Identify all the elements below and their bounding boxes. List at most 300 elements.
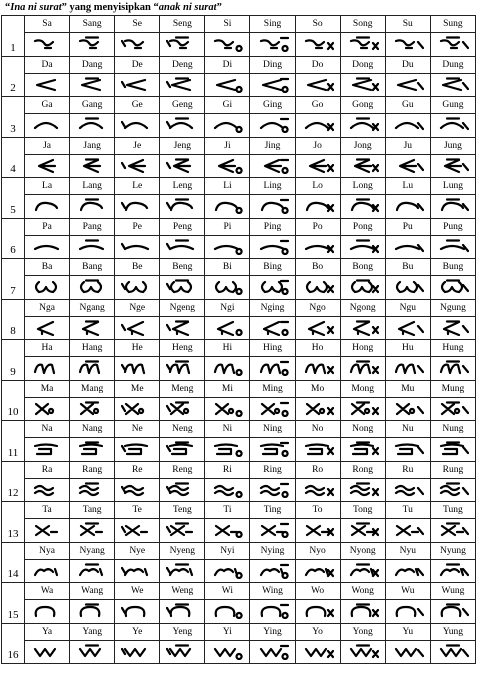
glyph-cell: [385, 519, 430, 543]
syllable-label: Je: [115, 137, 160, 154]
batak-glyph-icon: [166, 563, 198, 579]
glyph-row: [2, 600, 476, 624]
glyph-cell: [70, 559, 115, 583]
batak-glyph-icon: [437, 603, 469, 619]
batak-glyph-icon: [76, 117, 108, 133]
batak-glyph-icon: [121, 198, 153, 214]
syllable-label: Tong: [340, 502, 385, 519]
syllable-label: Nya: [25, 542, 70, 559]
syllable-label: Mang: [70, 380, 115, 397]
batak-glyph-icon: [121, 239, 153, 255]
batak-glyph-icon: [392, 279, 424, 295]
row-number-top: [2, 583, 25, 600]
batak-glyph-icon: [437, 644, 469, 660]
syllable-label: Ha: [25, 340, 70, 357]
syllable-label: Hing: [250, 340, 295, 357]
glyph-cell: [25, 438, 70, 462]
batak-glyph-icon: [76, 77, 108, 93]
syllable-label-row: [2, 502, 476, 519]
row-number-top: [2, 380, 25, 397]
glyph-row: [2, 235, 476, 259]
row-number: 4: [2, 154, 25, 178]
title-anak-ni-surat: anak ni surat: [158, 2, 217, 13]
glyph-cell: [295, 73, 340, 97]
glyph-row: [2, 276, 476, 300]
batak-glyph-icon: [302, 482, 334, 498]
batak-glyph-icon: [31, 158, 63, 174]
glyph-cell: [160, 235, 205, 259]
batak-glyph-icon: [347, 320, 379, 336]
glyph-cell: [430, 195, 475, 219]
glyph-cell: [430, 276, 475, 300]
glyph-cell: [70, 640, 115, 664]
batak-glyph-icon: [166, 279, 198, 295]
batak-glyph-icon: [211, 77, 243, 93]
syllable-label: Hang: [70, 340, 115, 357]
syllable-label: Deng: [160, 56, 205, 73]
batak-glyph-icon: [257, 158, 289, 174]
glyph-cell: [115, 154, 160, 178]
glyph-cell: [295, 397, 340, 421]
row-number-top: [2, 259, 25, 276]
glyph-cell: [205, 478, 250, 502]
batak-glyph-icon: [347, 482, 379, 498]
glyph-cell: [295, 559, 340, 583]
batak-glyph-icon: [257, 36, 289, 52]
glyph-cell: [340, 154, 385, 178]
syllable-label-row: [2, 380, 476, 397]
glyph-row: [2, 478, 476, 502]
glyph-cell: [430, 519, 475, 543]
glyph-cell: [430, 235, 475, 259]
glyph-cell: [70, 114, 115, 138]
batak-glyph-icon: [392, 644, 424, 660]
syllable-label: Do: [295, 56, 340, 73]
batak-glyph-icon: [437, 117, 469, 133]
syllable-label: Nu: [385, 421, 430, 438]
glyph-cell: [205, 195, 250, 219]
row-number-top: [2, 218, 25, 235]
batak-glyph-icon: [31, 522, 63, 538]
batak-glyph-icon: [76, 239, 108, 255]
syllable-label: Sang: [70, 16, 115, 33]
batak-glyph-icon: [257, 279, 289, 295]
syllable-label: Yeng: [160, 623, 205, 640]
glyph-cell: [205, 114, 250, 138]
batak-glyph-icon: [302, 644, 334, 660]
glyph-cell: [205, 316, 250, 340]
batak-glyph-icon: [166, 158, 198, 174]
syllable-label: Le: [115, 178, 160, 195]
glyph-row: [2, 397, 476, 421]
batak-glyph-icon: [76, 603, 108, 619]
syllable-label: Bing: [250, 259, 295, 276]
batak-glyph-icon: [211, 522, 243, 538]
batak-glyph-icon: [392, 158, 424, 174]
row-number-top: [2, 421, 25, 438]
batak-glyph-icon: [257, 441, 289, 457]
glyph-cell: [430, 600, 475, 624]
syllable-label-row: [2, 542, 476, 559]
syllable-label: Na: [25, 421, 70, 438]
glyph-cell: [205, 519, 250, 543]
batak-glyph-icon: [166, 360, 198, 376]
glyph-cell: [25, 276, 70, 300]
syllable-label: Wang: [70, 583, 115, 600]
glyph-cell: [25, 195, 70, 219]
syllable-label: Wi: [205, 583, 250, 600]
batak-glyph-icon: [166, 77, 198, 93]
batak-glyph-icon: [121, 441, 153, 457]
row-number: 11: [2, 438, 25, 462]
batak-glyph-icon: [347, 117, 379, 133]
syllable-label: Beng: [160, 259, 205, 276]
row-number-top: [2, 502, 25, 519]
syllable-label: Ngung: [430, 299, 475, 316]
row-number-top: [2, 340, 25, 357]
syllable-label: Hu: [385, 340, 430, 357]
row-number: 6: [2, 235, 25, 259]
batak-glyph-icon: [437, 482, 469, 498]
glyph-cell: [25, 640, 70, 664]
batak-glyph-icon: [257, 482, 289, 498]
syllable-label: Nye: [115, 542, 160, 559]
glyph-cell: [25, 114, 70, 138]
batak-glyph-icon: [211, 563, 243, 579]
syllable-label: Teng: [160, 502, 205, 519]
glyph-cell: [250, 600, 295, 624]
glyph-cell: [70, 397, 115, 421]
batak-glyph-icon: [302, 279, 334, 295]
glyph-cell: [250, 154, 295, 178]
script-table: [1, 15, 476, 664]
syllable-label: Rung: [430, 461, 475, 478]
glyph-cell: [295, 114, 340, 138]
row-number-top: [2, 137, 25, 154]
glyph-cell: [25, 519, 70, 543]
syllable-label: Bung: [430, 259, 475, 276]
row-number-top: [2, 461, 25, 478]
glyph-cell: [205, 640, 250, 664]
syllable-label: Geng: [160, 97, 205, 114]
syllable-label: Nang: [70, 421, 115, 438]
batak-glyph-icon: [166, 320, 198, 336]
syllable-label: Ngang: [70, 299, 115, 316]
syllable-label: Yung: [430, 623, 475, 640]
batak-glyph-icon: [211, 401, 243, 417]
glyph-cell: [295, 235, 340, 259]
batak-glyph-icon: [257, 603, 289, 619]
batak-glyph-icon: [211, 482, 243, 498]
batak-glyph-icon: [76, 644, 108, 660]
glyph-cell: [385, 438, 430, 462]
batak-glyph-icon: [76, 482, 108, 498]
syllable-label: Weng: [160, 583, 205, 600]
glyph-cell: [295, 478, 340, 502]
syllable-label: Pong: [340, 218, 385, 235]
batak-glyph-icon: [76, 360, 108, 376]
glyph-cell: [250, 559, 295, 583]
row-number: 2: [2, 73, 25, 97]
glyph-cell: [160, 397, 205, 421]
syllable-label: Wong: [340, 583, 385, 600]
glyph-cell: [295, 438, 340, 462]
syllable-label: Ra: [25, 461, 70, 478]
batak-glyph-icon: [76, 158, 108, 174]
syllable-label-row: [2, 421, 476, 438]
glyph-cell: [250, 276, 295, 300]
syllable-label: Wu: [385, 583, 430, 600]
row-number-top: [2, 623, 25, 640]
syllable-label: Wo: [295, 583, 340, 600]
glyph-row: [2, 114, 476, 138]
syllable-label: Yong: [340, 623, 385, 640]
glyph-cell: [250, 33, 295, 57]
glyph-cell: [205, 154, 250, 178]
glyph-cell: [295, 195, 340, 219]
syllable-label-row: [2, 137, 476, 154]
syllable-label-row: [2, 178, 476, 195]
batak-glyph-icon: [31, 320, 63, 336]
batak-glyph-icon: [437, 360, 469, 376]
glyph-cell: [25, 397, 70, 421]
batak-glyph-icon: [211, 198, 243, 214]
syllable-label: Dong: [340, 56, 385, 73]
glyph-cell: [25, 33, 70, 57]
batak-glyph-icon: [257, 117, 289, 133]
row-number: 15: [2, 600, 25, 624]
batak-glyph-icon: [31, 77, 63, 93]
glyph-cell: [160, 478, 205, 502]
batak-glyph-icon: [166, 522, 198, 538]
glyph-cell: [250, 519, 295, 543]
syllable-label: Lung: [430, 178, 475, 195]
glyph-cell: [295, 316, 340, 340]
syllable-label-row: [2, 218, 476, 235]
syllable-label: Ye: [115, 623, 160, 640]
batak-glyph-icon: [437, 279, 469, 295]
syllable-label: Nyung: [430, 542, 475, 559]
syllable-label: Ngo: [295, 299, 340, 316]
syllable-label: Sung: [430, 16, 475, 33]
batak-glyph-icon: [347, 644, 379, 660]
syllable-label: Nge: [115, 299, 160, 316]
batak-glyph-icon: [166, 239, 198, 255]
batak-glyph-icon: [302, 441, 334, 457]
glyph-cell: [340, 519, 385, 543]
syllable-label: Pa: [25, 218, 70, 235]
syllable-label: Gi: [205, 97, 250, 114]
batak-glyph-icon: [392, 401, 424, 417]
glyph-cell: [25, 478, 70, 502]
glyph-cell: [250, 438, 295, 462]
glyph-cell: [205, 559, 250, 583]
glyph-cell: [115, 33, 160, 57]
glyph-cell: [70, 438, 115, 462]
syllable-label: Go: [295, 97, 340, 114]
glyph-cell: [160, 73, 205, 97]
batak-glyph-icon: [392, 77, 424, 93]
glyph-cell: [340, 640, 385, 664]
batak-glyph-icon: [211, 239, 243, 255]
syllable-label-row: [2, 461, 476, 478]
batak-glyph-icon: [347, 77, 379, 93]
batak-glyph-icon: [211, 158, 243, 174]
syllable-label: Da: [25, 56, 70, 73]
glyph-row: [2, 73, 476, 97]
syllable-label: Nga: [25, 299, 70, 316]
batak-glyph-icon: [437, 522, 469, 538]
syllable-label: Rang: [70, 461, 115, 478]
syllable-label: Ping: [250, 218, 295, 235]
batak-glyph-icon: [392, 239, 424, 255]
glyph-cell: [340, 114, 385, 138]
glyph-cell: [115, 276, 160, 300]
row-number-top: [2, 299, 25, 316]
glyph-cell: [430, 154, 475, 178]
syllable-label: Mo: [295, 380, 340, 397]
glyph-cell: [25, 73, 70, 97]
batak-glyph-icon: [392, 441, 424, 457]
glyph-cell: [205, 235, 250, 259]
syllable-label: Be: [115, 259, 160, 276]
syllable-label: Ja: [25, 137, 70, 154]
syllable-label: Ya: [25, 623, 70, 640]
syllable-label: Jang: [70, 137, 115, 154]
syllable-label: Ming: [250, 380, 295, 397]
row-number: 7: [2, 276, 25, 300]
syllable-label: Si: [205, 16, 250, 33]
glyph-cell: [385, 276, 430, 300]
batak-glyph-icon: [121, 279, 153, 295]
row-number-top: [2, 97, 25, 114]
syllable-label: Bong: [340, 259, 385, 276]
syllable-label: Di: [205, 56, 250, 73]
batak-glyph-icon: [121, 644, 153, 660]
title-ina-ni-surat: Ina ni surat: [10, 2, 62, 13]
syllable-label: Gu: [385, 97, 430, 114]
glyph-cell: [70, 519, 115, 543]
batak-glyph-icon: [392, 198, 424, 214]
syllable-label: Lu: [385, 178, 430, 195]
glyph-row: [2, 316, 476, 340]
syllable-label: Mu: [385, 380, 430, 397]
glyph-cell: [385, 397, 430, 421]
syllable-label: Pung: [430, 218, 475, 235]
batak-glyph-icon: [211, 279, 243, 295]
batak-glyph-icon: [31, 644, 63, 660]
batak-glyph-icon: [392, 360, 424, 376]
glyph-cell: [25, 357, 70, 381]
syllable-label: Yi: [205, 623, 250, 640]
syllable-label: Ngu: [385, 299, 430, 316]
glyph-cell: [340, 33, 385, 57]
glyph-cell: [295, 33, 340, 57]
batak-glyph-icon: [76, 441, 108, 457]
batak-glyph-icon: [392, 603, 424, 619]
batak-glyph-icon: [76, 522, 108, 538]
glyph-cell: [430, 438, 475, 462]
glyph-cell: [115, 73, 160, 97]
syllable-label: Nung: [430, 421, 475, 438]
syllable-label-row: [2, 583, 476, 600]
batak-glyph-icon: [257, 522, 289, 538]
glyph-cell: [385, 154, 430, 178]
syllable-label: Jeng: [160, 137, 205, 154]
glyph-cell: [70, 73, 115, 97]
batak-glyph-icon: [302, 320, 334, 336]
syllable-label: Ji: [205, 137, 250, 154]
glyph-cell: [25, 316, 70, 340]
batak-glyph-icon: [257, 360, 289, 376]
syllable-label: Reng: [160, 461, 205, 478]
syllable-label: Jung: [430, 137, 475, 154]
syllable-label: Ngi: [205, 299, 250, 316]
glyph-cell: [115, 438, 160, 462]
glyph-cell: [115, 235, 160, 259]
glyph-cell: [25, 235, 70, 259]
glyph-cell: [70, 600, 115, 624]
glyph-cell: [160, 195, 205, 219]
syllable-label: Sing: [250, 16, 295, 33]
batak-glyph-icon: [31, 36, 63, 52]
glyph-cell: [70, 33, 115, 57]
glyph-cell: [205, 357, 250, 381]
batak-glyph-icon: [302, 77, 334, 93]
batak-glyph-icon: [257, 644, 289, 660]
batak-glyph-icon: [121, 482, 153, 498]
batak-glyph-icon: [392, 117, 424, 133]
batak-glyph-icon: [166, 198, 198, 214]
glyph-cell: [205, 438, 250, 462]
batak-glyph-icon: [347, 563, 379, 579]
syllable-label: We: [115, 583, 160, 600]
glyph-cell: [430, 559, 475, 583]
batak-glyph-icon: [31, 198, 63, 214]
batak-glyph-icon: [302, 522, 334, 538]
row-number: 8: [2, 316, 25, 340]
glyph-cell: [340, 235, 385, 259]
batak-glyph-icon: [166, 401, 198, 417]
glyph-cell: [160, 519, 205, 543]
glyph-cell: [340, 478, 385, 502]
batak-glyph-icon: [392, 563, 424, 579]
batak-glyph-icon: [257, 563, 289, 579]
batak-glyph-icon: [121, 117, 153, 133]
syllable-label: Bang: [70, 259, 115, 276]
batak-glyph-icon: [121, 320, 153, 336]
glyph-cell: [430, 33, 475, 57]
glyph-cell: [340, 316, 385, 340]
batak-glyph-icon: [211, 441, 243, 457]
syllable-label: Bo: [295, 259, 340, 276]
glyph-cell: [25, 600, 70, 624]
glyph-cell: [295, 600, 340, 624]
glyph-cell: [160, 154, 205, 178]
syllable-label: Lang: [70, 178, 115, 195]
page-title: “Ina ni surat” yang menyisipkan “anak ni surat”: [5, 2, 222, 13]
syllable-label: Pe: [115, 218, 160, 235]
batak-glyph-icon: [31, 117, 63, 133]
glyph-cell: [160, 438, 205, 462]
batak-glyph-icon: [347, 198, 379, 214]
glyph-cell: [115, 519, 160, 543]
batak-glyph-icon: [437, 563, 469, 579]
glyph-cell: [385, 235, 430, 259]
batak-glyph-icon: [347, 279, 379, 295]
batak-glyph-icon: [166, 603, 198, 619]
syllable-label: Mong: [340, 380, 385, 397]
